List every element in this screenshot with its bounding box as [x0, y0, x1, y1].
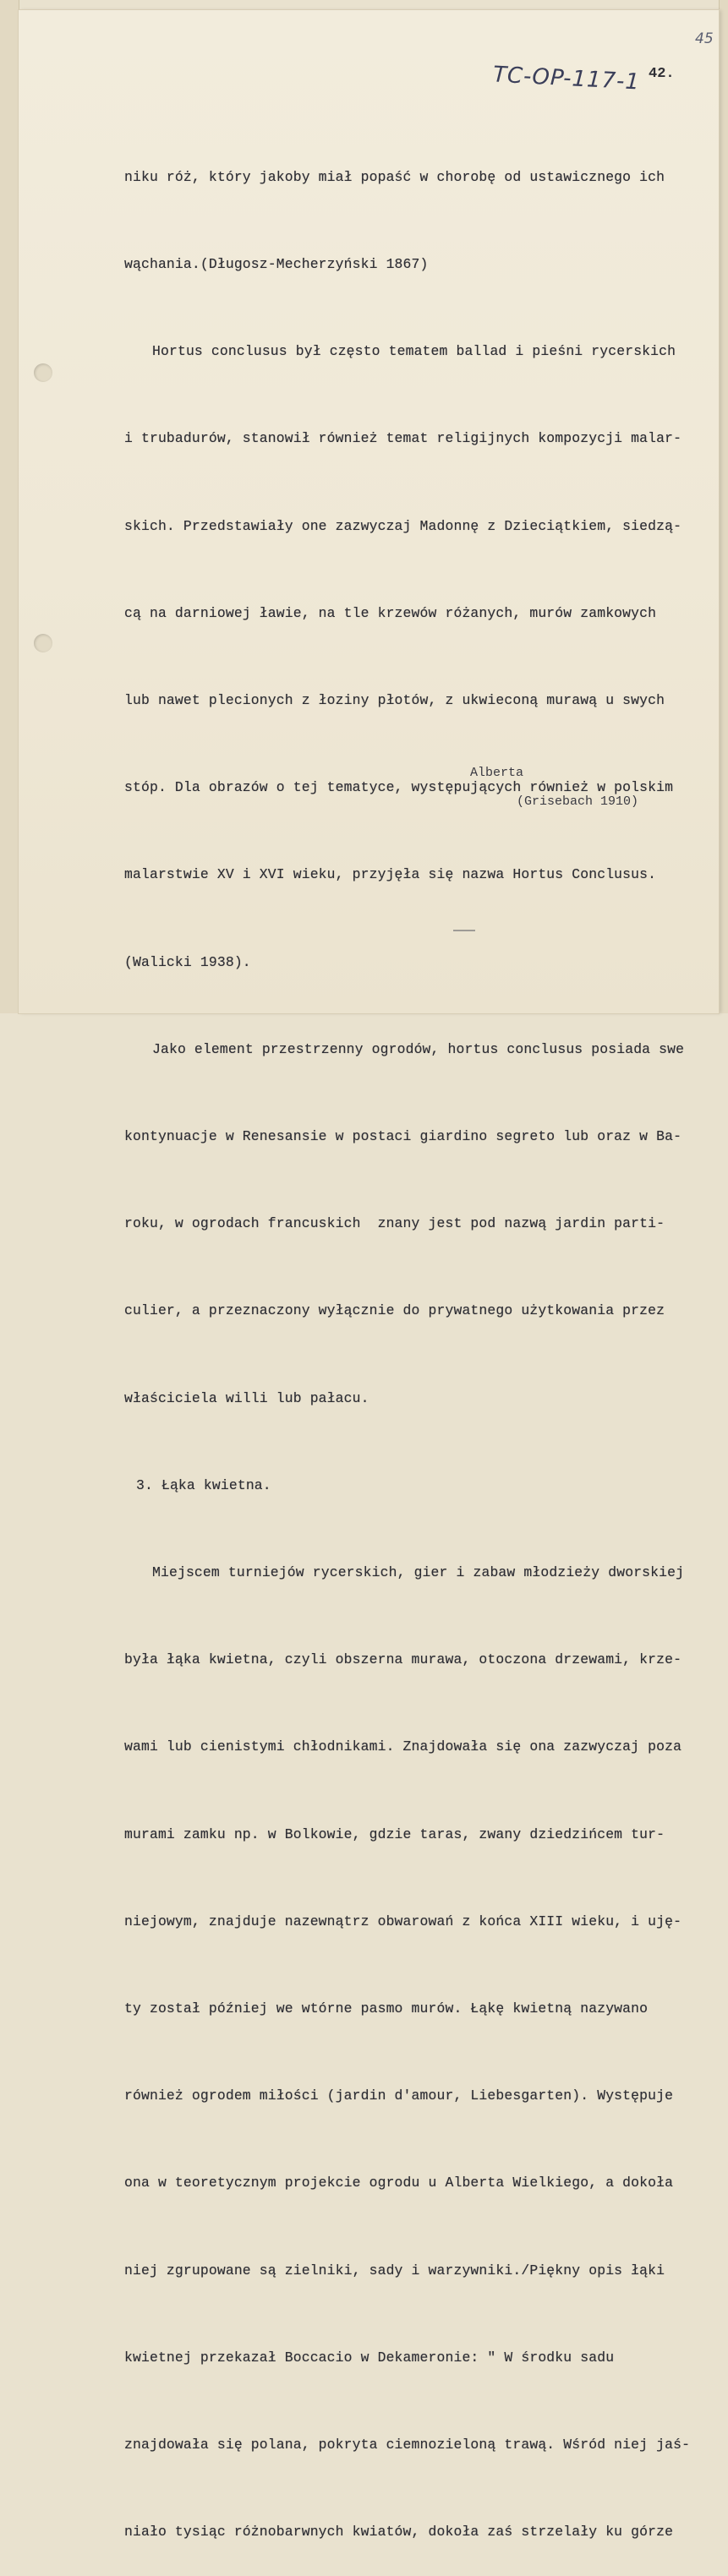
text-line: właściciela willi lub pałacu. — [124, 1389, 369, 1406]
text-line: znajdowała się polana, pokryta ciemnozieloną trawą. Wśród niej jaś- — [124, 2437, 691, 2453]
text-line: i trubadurów, stanowił również temat religijnych kompozycji malar- — [124, 430, 682, 447]
text-line: kwietnej przekazał Boccacio w Dekameronie: " W środku sadu — [124, 2349, 615, 2366]
interlinear-insert: Alberta — [470, 766, 524, 780]
text-line: murami zamku np. w Bolkowie, gdzie taras, zwany dziedzińcem tur- — [124, 1826, 665, 1842]
text-line: ona w teoretycznym projekcie ogrodu u Alberta Wielkiego, a dokoła — [124, 2175, 674, 2191]
underlying-page-left — [0, 0, 19, 1013]
underlying-page-right — [719, 0, 728, 1013]
text-line: culier, a przeznaczony wyłącznie do prywatnego użytkowania przez — [124, 1302, 665, 1319]
text-line: wami lub cienistymi chłodnikami. Znajdowała się ona zazwyczaj poza — [124, 1738, 682, 1755]
punch-hole — [34, 363, 52, 382]
text-line: niejowym, znajduje nazewnątrz obwarowań z końca XIII wieku, i uję- — [124, 1913, 682, 1929]
body-text — [124, 105, 716, 2576]
text-line: stóp. Dla obrazów o tej tematyce, występujących również w polskim — [124, 779, 674, 796]
text-line: cą na darniowej ławie, na tle krzewów różanych, murów zamkowych — [124, 604, 657, 621]
text-line: wąchania.(Długosz-Mecherzyński 1867) — [124, 256, 429, 273]
text-line: kontynuacje w Renesansie w postaci giardino segreto lub oraz w Ba- — [124, 1128, 682, 1145]
text-line: niku róż, który jakoby miał popaść w chorobę od ustawicznego ich — [124, 168, 665, 185]
text-line: roku, w ogrodach francuskich znany jest pod nazwą jardin parti- — [124, 1215, 665, 1232]
section-heading: 3. Łąka kwietna. — [136, 1476, 271, 1493]
text-line: Hortus conclusus był często tematem ballad i pieśni rycerskich — [152, 343, 676, 360]
archive-signature: TC-OP-117-1 — [492, 62, 641, 96]
text-line: lub nawet plecionych z łoziny płotów, z ukwieconą murawą u swych — [124, 692, 665, 709]
interlinear-citation: (Grisebach 1910) — [517, 794, 639, 809]
text-line: ty został później we wtórne pasmo murów. Łąkę kwietną nazywano — [124, 2000, 649, 2017]
text-line: skich. Przedstawiały one zazwyczaj Madonnę z Dzieciątkiem, siedzą- — [124, 517, 682, 534]
folio-number: 45 — [695, 30, 714, 47]
punch-hole — [34, 634, 52, 652]
text-line: niej zgrupowane są zielniki, sady i warzywniki./Piękny opis łąki — [124, 2262, 665, 2279]
page-number: 42. — [649, 66, 675, 82]
text-line: niało tysiąc różnobarwnych kwiatów, dokoła zaś strzelały ku górze — [124, 2524, 674, 2541]
text-line: Jako element przestrzenny ogrodów, hortus conclusus posiada swe — [152, 1040, 685, 1057]
text-line: również ogrodem miłości (jardin d'amour, Liebesgarten). Występuje — [124, 2088, 674, 2104]
footer-dash — [453, 930, 475, 931]
text-line: Miejscem turniejów rycerskich, gier i zabaw młodzieży dworskiej — [152, 1564, 685, 1581]
text-line: malarstwie XV i XVI wieku, przyjęła się nazwa Hortus Conclusus. — [124, 866, 657, 883]
text-line: była łąka kwietna, czyli obszerna murawa, otoczona drzewami, krze- — [124, 1651, 682, 1668]
text-line: (Walicki 1938). — [124, 953, 251, 970]
